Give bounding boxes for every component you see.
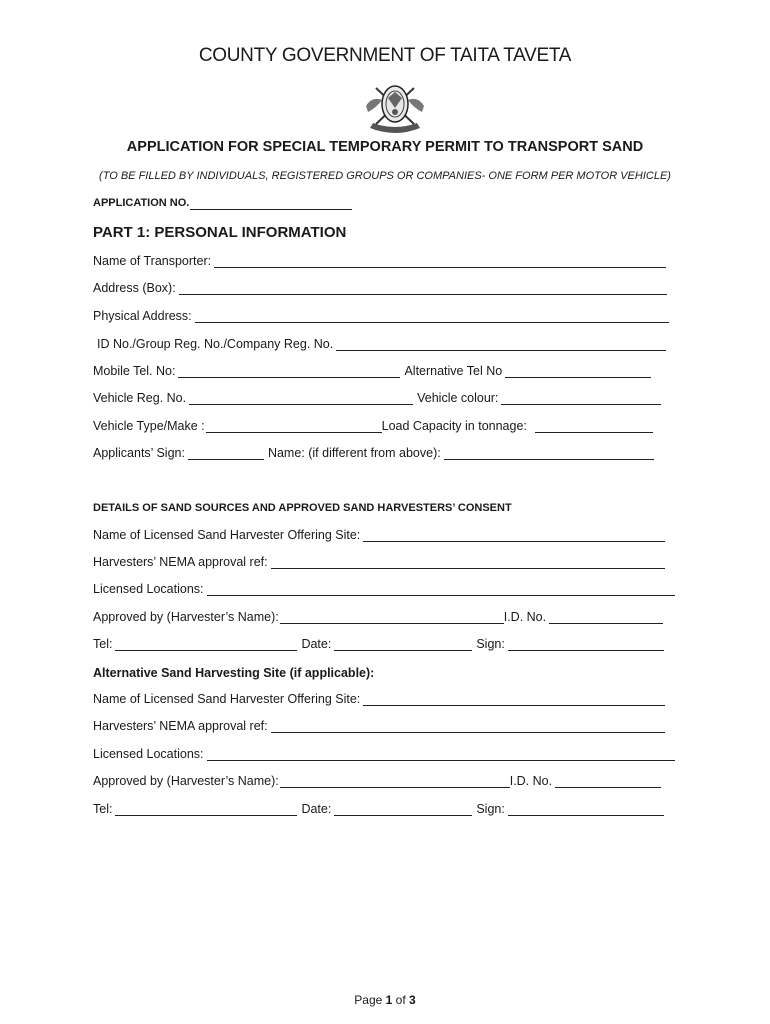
county-coat-of-arms-emblem	[362, 78, 428, 136]
alt-tel-field[interactable]	[115, 803, 297, 816]
physical-address-field[interactable]	[195, 310, 669, 323]
applicant-name-label: Name: (if different from above):	[267, 446, 441, 460]
transporter-row	[93, 254, 670, 268]
nema-field[interactable]	[271, 556, 665, 569]
applicant-sign-field[interactable]	[188, 447, 264, 460]
alt-approved-row	[93, 774, 665, 788]
form-instructions: (TO BE FILLED BY INDIVIDUALS, REGISTERED GROUPS OR COMPANIES- ONE FORM PER MOTOR VEHICLE)	[99, 170, 671, 182]
alt-approved-id-label: I.D. No.	[509, 774, 553, 788]
page-word: Page	[354, 993, 383, 1007]
physical-address-label: Physical Address:	[93, 309, 192, 323]
sand-sources-title: DETAILS OF SAND SOURCES AND APPROVED SAND HARVESTERS’ CONSENT	[93, 502, 512, 514]
locations-label: Licensed Locations:	[93, 582, 204, 596]
approved-row	[93, 610, 667, 624]
approved-label: Approved by (Harvester’s Name):	[93, 610, 279, 624]
vehicle-reg-row	[93, 391, 665, 405]
alternative-site-title: Alternative Sand Harvesting Site (if applicable):	[93, 666, 375, 680]
nema-row	[93, 555, 669, 569]
alt-harvester-field[interactable]	[363, 693, 665, 706]
applicant-name-field[interactable]	[444, 447, 654, 460]
county-title: COUNTY GOVERNMENT OF TAITA TAVETA	[198, 45, 572, 66]
mobile-row	[93, 364, 655, 378]
alt-sign-field[interactable]	[508, 803, 664, 816]
alt-approved-field[interactable]	[280, 775, 510, 788]
alt-sign-label: Sign:	[476, 802, 505, 816]
form-heading: APPLICATION FOR SPECIAL TEMPORARY PERMIT TO TRANSPORT SAND	[126, 139, 644, 155]
address-row	[93, 281, 671, 295]
tel-field[interactable]	[115, 638, 297, 651]
alt-nema-label: Harvesters’ NEMA approval ref:	[93, 719, 268, 733]
alt-harvester-row	[93, 692, 669, 706]
address-label: Address (Box):	[93, 281, 176, 295]
vehicle-type-label: Vehicle Type/Make :	[93, 419, 205, 433]
transporter-field[interactable]	[214, 255, 666, 268]
vehicle-type-field[interactable]	[206, 420, 382, 433]
alt-locations-label: Licensed Locations:	[93, 747, 204, 761]
load-capacity-label: Load Capacity in tonnage:	[381, 419, 527, 433]
vehicle-reg-field[interactable]	[189, 392, 413, 405]
alt-tel-field[interactable]	[505, 365, 651, 378]
nema-label: Harvesters’ NEMA approval ref:	[93, 555, 268, 569]
approved-id-field[interactable]	[549, 611, 663, 624]
harvester-row	[93, 528, 669, 542]
alt-approved-label: Approved by (Harvester’s Name):	[93, 774, 279, 788]
id-label: ID No./Group Reg. No./Company Reg. No.	[97, 337, 334, 351]
applicant-sign-label: Applicants’ Sign:	[93, 446, 185, 460]
harvester-field[interactable]	[363, 529, 665, 542]
sign-field[interactable]	[508, 638, 664, 651]
mobile-label: Mobile Tel. No:	[93, 364, 176, 378]
mobile-field[interactable]	[178, 365, 400, 378]
locations-row	[93, 582, 679, 596]
id-field[interactable]	[336, 338, 666, 351]
applicant-sign-row	[93, 446, 658, 460]
alt-harvester-label: Name of Licensed Sand Harvester Offering Site:	[93, 692, 361, 706]
contact-row	[93, 637, 668, 651]
id-row	[97, 337, 670, 351]
physical-address-row	[93, 309, 673, 323]
load-capacity-field[interactable]	[535, 420, 653, 433]
vehicle-reg-label: Vehicle Reg. No.	[93, 391, 187, 405]
alt-tel-label: Alternative Tel No	[404, 364, 503, 378]
tel-label: Tel:	[93, 637, 113, 651]
locations-field[interactable]	[207, 583, 675, 596]
date-label: Date:	[301, 637, 332, 651]
of-word: of	[395, 993, 406, 1007]
application-number-field[interactable]	[190, 197, 352, 210]
approved-id-label: I.D. No.	[503, 610, 547, 624]
page-footer	[0, 993, 770, 1007]
alt-approved-id-field[interactable]	[555, 775, 661, 788]
alt-nema-field[interactable]	[271, 720, 665, 733]
vehicle-type-row	[93, 419, 657, 433]
part1-title: PART 1: PERSONAL INFORMATION	[93, 224, 347, 241]
transporter-label: Name of Transporter:	[93, 254, 212, 268]
alt-tel-label: Tel:	[93, 802, 113, 816]
alt-date-field[interactable]	[334, 803, 472, 816]
address-field[interactable]	[179, 282, 667, 295]
current-page-number: 1	[385, 993, 393, 1007]
vehicle-colour-label: Vehicle colour:	[417, 391, 499, 405]
alt-locations-row	[93, 747, 679, 761]
date-field[interactable]	[334, 638, 472, 651]
sign-label: Sign:	[476, 637, 505, 651]
alt-contact-row	[93, 802, 668, 816]
alt-locations-field[interactable]	[207, 748, 675, 761]
total-page-count: 3	[409, 993, 416, 1007]
application-number-row	[93, 196, 352, 210]
harvester-label: Name of Licensed Sand Harvester Offering Site:	[93, 528, 361, 542]
alt-nema-row	[93, 719, 669, 733]
alt-date-label: Date:	[301, 802, 332, 816]
application-number-label: APPLICATION NO.	[93, 197, 190, 209]
vehicle-colour-field[interactable]	[501, 392, 661, 405]
approved-field[interactable]	[280, 611, 504, 624]
